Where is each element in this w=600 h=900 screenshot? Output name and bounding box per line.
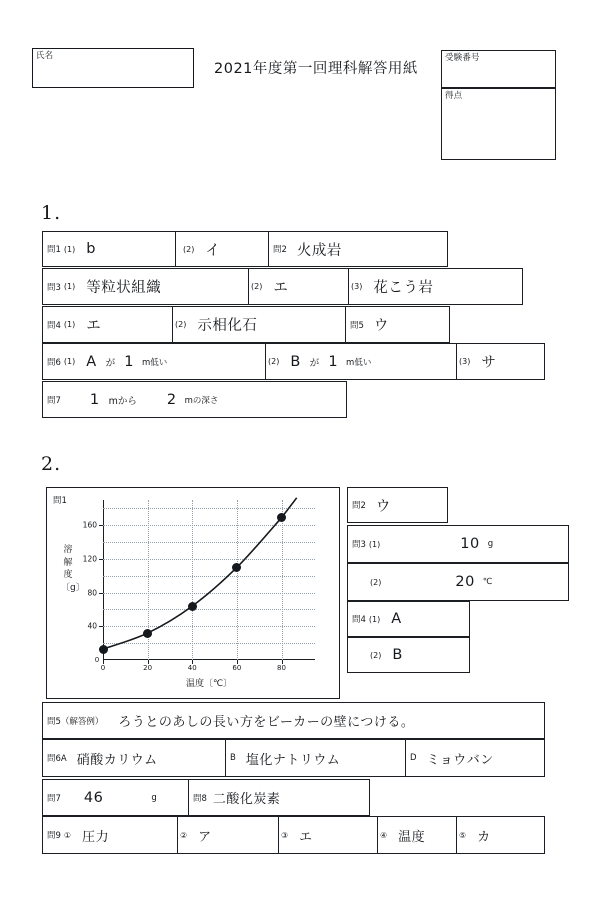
answer-cell-s2-q6-d[interactable] (405, 739, 545, 777)
chart-question-label: 問1 (53, 496, 67, 506)
answer-cell-s2-q5[interactable] (42, 702, 545, 739)
y-tick-label: 120 (82, 554, 97, 564)
answer-cell-s2-q4-1[interactable] (347, 601, 470, 637)
x-tick-label: 0 (100, 664, 106, 672)
question-label: 問2 (273, 245, 287, 255)
chart-answer-cell[interactable] (46, 487, 340, 699)
answer-text: エ (86, 318, 102, 334)
question-label: D (410, 753, 417, 763)
question-label: 問8 (193, 793, 207, 804)
answer-text: 圧力 (82, 829, 110, 845)
subquestion-label: ① (63, 830, 72, 840)
answer-cell-q5[interactable] (345, 306, 450, 343)
y-axis-label-char: 解 (63, 557, 73, 568)
answer-unit: g (151, 792, 157, 803)
data-point (188, 602, 197, 611)
answer-cell-q6-1[interactable] (42, 343, 266, 380)
question-label: 問7 (47, 793, 61, 804)
answer-text: ろうとのあしの長い方をビーカーの壁につける。 (118, 715, 415, 730)
answer-text: エ (299, 829, 313, 845)
data-point (143, 629, 152, 638)
question-label: 問6A (47, 754, 67, 764)
subquestion-label: (1) (368, 539, 381, 549)
name-box[interactable] (32, 48, 194, 88)
question-label: 問4 (352, 615, 366, 625)
answer-cell-s2-q3-1[interactable] (347, 525, 569, 563)
answer-cell-s2-q2[interactable] (347, 487, 448, 523)
answer-unit: g (487, 539, 494, 549)
answer-value: 1 (124, 353, 134, 370)
question-label: B (230, 753, 236, 763)
answer-cell-s2-q9-1[interactable] (42, 816, 178, 854)
answer-text: B (290, 353, 301, 370)
answer-cell-q3-2[interactable] (248, 268, 349, 305)
answer-text: A (391, 611, 402, 627)
answer-cell-q1-1[interactable] (42, 231, 176, 267)
answer-cell-q1-2[interactable] (175, 231, 269, 267)
answer-text: イ (205, 242, 221, 259)
answer-connector: が (309, 357, 320, 369)
origin-label: 0 (94, 656, 100, 664)
answer-cell-s2-q9-4[interactable] (377, 816, 457, 854)
answer-text: A (86, 353, 97, 370)
answer-text: ミョウバン (426, 752, 494, 768)
answer-cell-q7[interactable] (42, 381, 347, 418)
data-point (99, 645, 108, 654)
question-label: 問9 (47, 831, 61, 841)
answer-cell-s2-q9-5[interactable] (456, 816, 545, 854)
answer-value: 10 (460, 536, 480, 552)
subquestion-label: (3) (459, 357, 471, 366)
section-2-number: 2. (41, 453, 62, 475)
question-label: 問7 (47, 395, 61, 406)
x-tick-label: 40 (187, 664, 197, 672)
answer-text: b (86, 241, 96, 257)
answer-text: 硝酸カリウム (76, 752, 158, 768)
y-axis-label-char: 溶 (63, 545, 73, 555)
question-label: 問1 (47, 245, 61, 255)
answer-connector: mから (108, 395, 137, 407)
subquestion-label: (2) (370, 577, 382, 587)
subquestion-label: ② (180, 830, 188, 840)
x-tick-label: 20 (143, 664, 153, 672)
answer-text: 示相化石 (197, 318, 258, 334)
subquestion-label: (2) (370, 650, 382, 660)
x-tick-label: 60 (232, 664, 242, 672)
answer-value-from: 1 (89, 391, 100, 408)
answer-unit: ℃ (482, 577, 493, 587)
answer-text: 塩化ナトリウム (245, 752, 341, 768)
solubility-curve (103, 500, 315, 660)
subquestion-label: (1) (63, 320, 76, 329)
subquestion-label: (2) (183, 244, 195, 254)
x-axis-label: 温度〔℃〕 (185, 679, 233, 689)
subquestion-label: ⑤ (459, 830, 467, 840)
subquestion-label: (1) (368, 614, 381, 624)
solubility-chart (82, 500, 315, 672)
question-label: 問5（解答例） (47, 716, 104, 727)
section-1-number: 1. (41, 202, 62, 224)
answer-unit: m低い (346, 357, 372, 368)
y-tick-label: 160 (82, 520, 97, 530)
answer-text: B (392, 647, 403, 663)
answer-text: エ (273, 280, 289, 296)
answer-connector: が (105, 357, 116, 369)
y-axis-label (61, 544, 85, 594)
subquestion-label: (1) (63, 357, 76, 366)
answer-cell-q2[interactable] (268, 231, 448, 267)
answer-cell-q4-2[interactable] (172, 306, 346, 343)
answer-cell-s2-q6-a[interactable] (42, 739, 226, 777)
answer-text: ウ (375, 498, 391, 515)
question-label: 問5 (350, 320, 364, 331)
answer-text: 等粒状組織 (86, 280, 162, 296)
subquestion-label: (1) (63, 282, 76, 291)
answer-cell-q6-3[interactable] (456, 343, 545, 380)
answer-cell-q3-1[interactable] (42, 268, 249, 305)
answer-unit: mの深さ (184, 395, 219, 406)
answer-text: 火成岩 (296, 242, 342, 259)
subquestion-label: (2) (251, 282, 263, 291)
y-axis-label-char: 度 (63, 570, 73, 580)
question-label: 問3 (47, 282, 61, 293)
answer-text: サ (481, 355, 497, 371)
answer-cell-s2-q9-2[interactable] (177, 816, 279, 854)
subquestion-label: ④ (380, 830, 388, 840)
y-axis-label-char: 〔g〕 (61, 582, 85, 593)
answer-cell-s2-q3-2[interactable] (347, 563, 569, 601)
answer-cell-q3-3[interactable] (348, 268, 523, 305)
answer-cell-s2-q8[interactable] (188, 779, 370, 816)
subquestion-label: (2) (175, 320, 187, 329)
score-label: 得点 (445, 91, 463, 101)
name-label: 氏名 (36, 51, 54, 61)
sheet-title: 2021年度第一回理科解答用紙 (214, 61, 418, 77)
answer-text: 二酸化炭素 (212, 792, 281, 807)
answer-value: 46 (83, 789, 104, 806)
subquestion-label: ③ (281, 830, 289, 840)
y-tick-label: 40 (87, 621, 97, 631)
answer-value: 1 (328, 353, 339, 370)
answer-unit: m低い (141, 357, 168, 368)
answer-text: ア (198, 829, 212, 845)
question-label: 問3 (352, 540, 366, 550)
answer-text: カ (477, 829, 491, 845)
answer-cell-q6-2[interactable] (265, 343, 457, 380)
answer-cell-s2-q9-3[interactable] (278, 816, 378, 854)
exam-number-label: 受験番号 (445, 53, 480, 63)
subquestion-label: (3) (351, 282, 363, 291)
answer-text: 花こう岩 (373, 280, 434, 296)
answer-text: ウ (373, 318, 389, 334)
x-tick-label: 80 (277, 664, 286, 672)
answer-value-to: 2 (166, 391, 177, 408)
answer-cell-s2-q7[interactable] (42, 779, 189, 816)
answer-cell-s2-q4-2[interactable] (347, 637, 470, 673)
subquestion-label: (2) (268, 357, 280, 366)
answer-cell-s2-q6-b[interactable] (225, 739, 406, 777)
answer-value: 20 (455, 574, 475, 590)
question-label: 問4 (47, 320, 61, 331)
y-tick-label: 80 (87, 588, 97, 598)
question-label: 問6 (47, 357, 61, 368)
question-label: 問2 (352, 501, 366, 511)
answer-cell-q4-1[interactable] (42, 306, 173, 343)
answer-text: 温度 (398, 829, 426, 845)
subquestion-label: (1) (63, 244, 76, 254)
